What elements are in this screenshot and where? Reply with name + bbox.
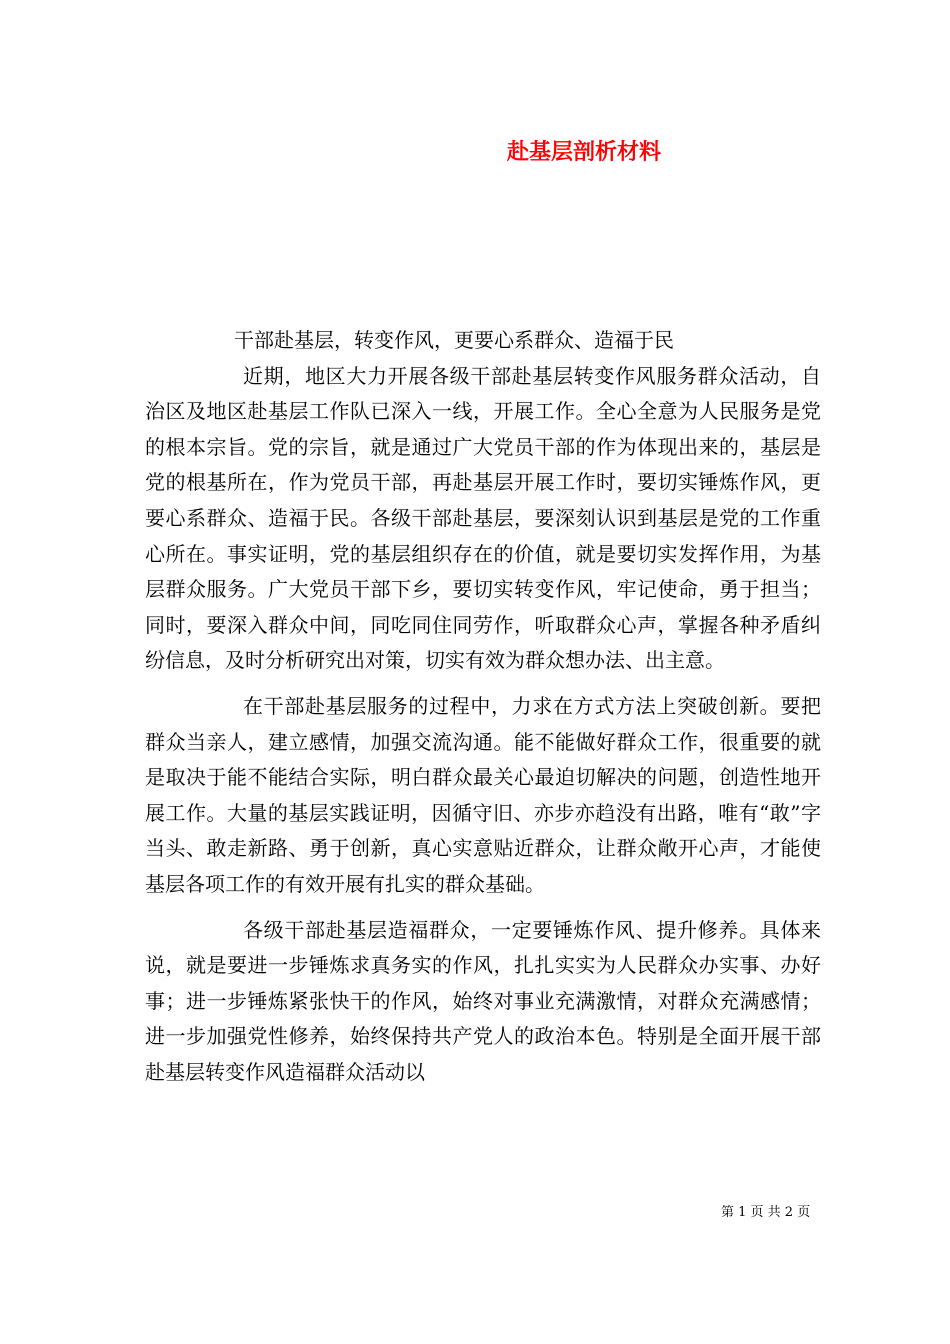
body-paragraph: 在干部赴基层服务的过程中，力求在方式方法上突破创新。要把群众当亲人，建立感情，加强交流沟通。能不能做好群众工作，很重要的就是取决于能不能结合实际，明白群众最关心最迫切解决的问题，创造性地开展工作。大量的基层实践证明，因循守旧、亦步亦趋没有出路，唯有“敢”字当头、敢走新路、勇于创新，真心实意贴近群众，让群众敞开心声，才能使基层各项工作的有效开展有扎实的群众基础。: [145, 693, 821, 896]
page-number: 第 1 页 共 2 页: [721, 1205, 811, 1220]
document-body: [145, 323, 821, 1090]
document-title: 赴基层剖析材料: [507, 139, 662, 165]
body-paragraph: 各级干部赴基层造福群众，一定要锤炼作风、提升修养。具体来说，就是要进一步锤炼求真务实的作风，扎扎实实为人民群众办实事、办好事；进一步锤炼紧张快干的作风，始终对事业充满激情，对群众充满感情；进一步加强党性修养，始终保持共产党人的政治本色。特别是全面开展干部赴基层转变作风造福群众活动以: [145, 917, 821, 1084]
body-paragraph: 近期，地区大力开展各级干部赴基层转变作风服务群众活动，自治区及地区赴基层工作队已深入一线，开展工作。全心全意为人民服务是党的根本宗旨。党的宗旨，就是通过广大党员干部的作为体现出来的，基层是党的根基所在，作为党员干部，再赴基层开展工作时，要切实锤炼作风，更要心系群众、造福于民。各级干部赴基层，要深刻认识到基层是党的工作重心所在。事实证明，党的基层组织存在的价值，就是要切实发挥作用，为基层群众服务。广大党员干部下乡，要切实转变作风，牢记使命，勇于担当；同时，要深入群众中间，同吃同住同劳作，听取群众心声，掌握各种矛盾纠纷信息，及时分析研究出对策，切实有效为群众想办法、出主意。: [145, 363, 821, 673]
document-subtitle: 干部赴基层，转变作风，更要心系群众、造福于民: [234, 328, 674, 352]
